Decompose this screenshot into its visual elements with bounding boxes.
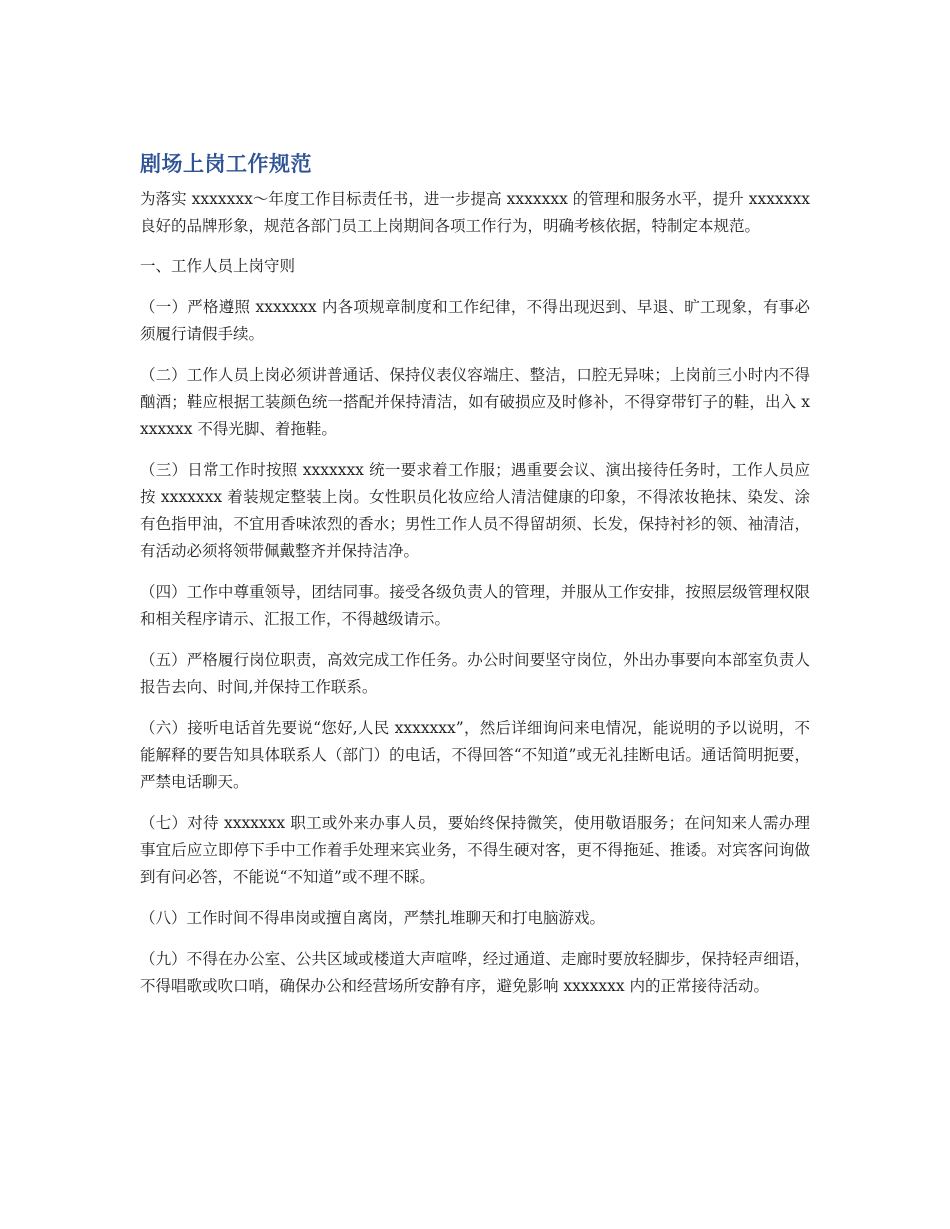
clause-6: （六）接听电话首先要说“您好,人民 xxxxxxx”，然后详细询问来电情况，能说明的予以说明，不能解释的要告知具体联系人（部门）的电话，不得回答“不知道”或无礼挂断电话。通话简明扼要，严禁电话聊天。 [140,719,810,791]
clause-9: （九）不得在办公室、公共区域或楼道大声喧哗，经过通道、走廊时要放轻脚步，保持轻声细语，不得唱歌或吹口哨，确保办公和经营场所安静有序，避免影响 xxxxxxx 内的正常接待活动。 [140,950,810,995]
section-heading: 一、工作人员上岗守则 [140,257,296,275]
clause-1: （一）严格遵照 xxxxxxx 内各项规章制度和工作纪律，不得出现迟到、早退、旷工现象，有事必须履行请假手续。 [140,298,810,343]
clause-2: （二）工作人员上岗必须讲普通话、保持仪表仪容端庄、整洁，口腔无异味；上岗前三小时内不得酗酒；鞋应根据工装颜色统一搭配并保持清洁，如有破损应及时修补，不得穿带钉子的鞋，出入 xxxxxxx 不得光脚、着拖鞋。 [140,366,810,438]
intro-paragraph: 为落实 xxxxxxx～年度工作目标责任书，进一步提高 xxxxxxx 的管理和服务水平，提升 xxxxxxx 良好的品牌形象，规范各部门员工上岗期间各项工作行为，明确考核依据，特制定本规范。 [140,190,810,235]
clause-3: （三）日常工作时按照 xxxxxxx 统一要求着工作服；遇重要会议、演出接待任务时，工作人员应按 xxxxxxx 着装规定整装上岗。女性职员化妆应给人清洁健康的印象，不得浓妆艳抹、染发、涂有色指甲油，不宜用香味浓烈的香水；男性工作人员不得留胡须、长发，保持衬衫的领、袖清洁，有活动必须将领带佩戴整齐并保持洁净。 [140,461,810,560]
document-page [140,148,810,1014]
clause-4: （四）工作中尊重领导，团结同事。接受各级负责人的管理，并服从工作安排，按照层级管理权限和相关程序请示、汇报工作，不得越级请示。 [140,583,810,628]
clause-5: （五）严格履行岗位职责，高效完成工作任务。办公时间要坚守岗位，外出办事要向本部室负责人报告去向、时间,并保持工作联系。 [140,651,810,696]
document-title: 剧场上岗工作规范 [140,152,312,176]
clause-8: （八）工作时间不得串岗或擅自离岗，严禁扎堆聊天和打电脑游戏。 [140,909,606,927]
clause-7: （七）对待 xxxxxxx 职工或外来办事人员，要始终保持微笑，使用敬语服务；在问知来人需办理事宜后应立即停下手中工作着手处理来宾业务，不得生硬对客，更不得拖延、推诿。对宾客问询做到有问必答，不能说“不知道”或不理不睬。 [140,814,810,886]
